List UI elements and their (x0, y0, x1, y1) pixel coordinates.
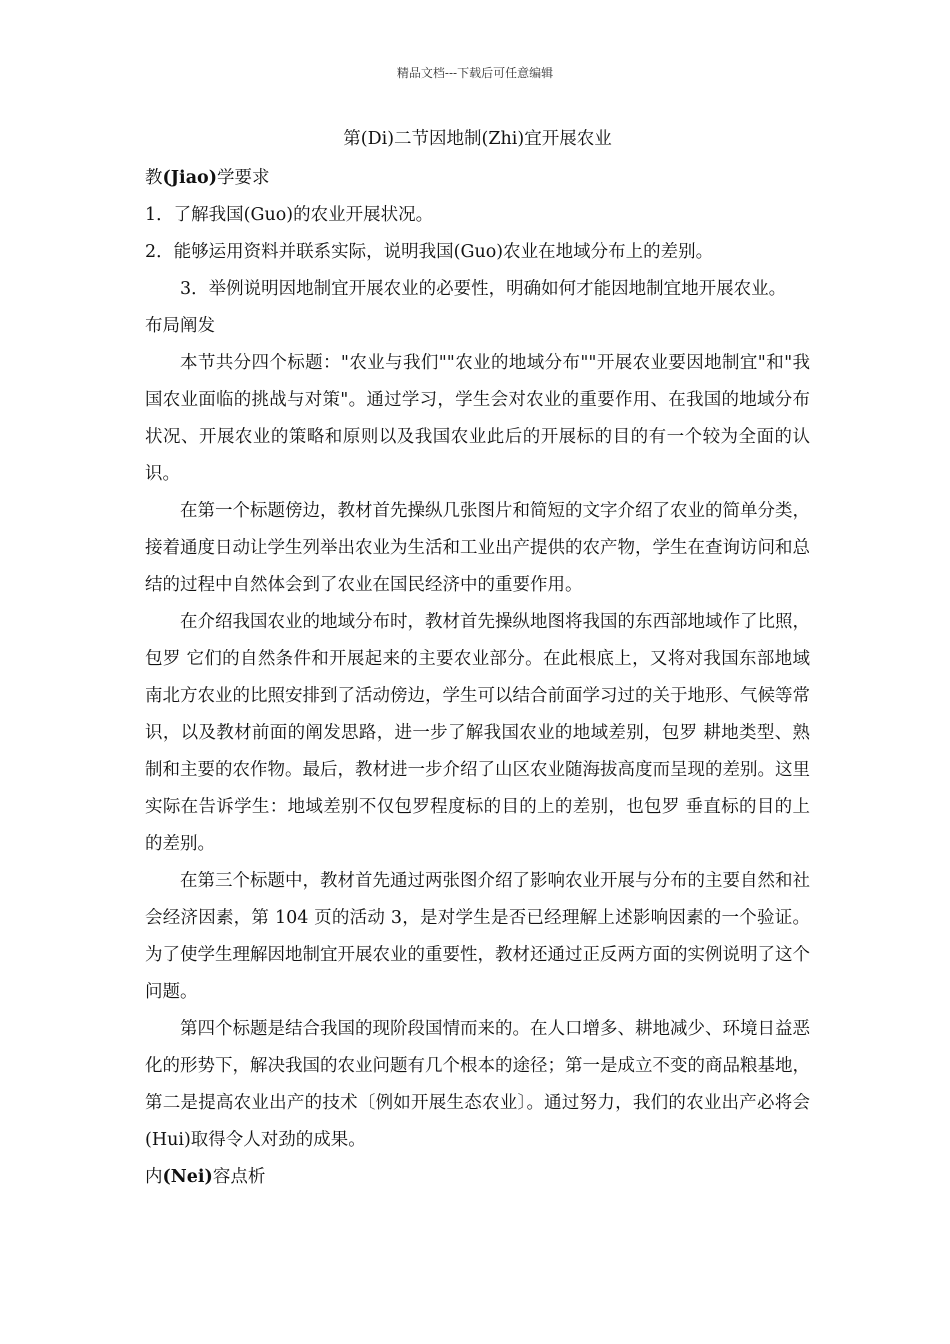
heading-text-pre: 教 (145, 168, 163, 188)
heading-text-post: 学要求 (217, 168, 270, 188)
requirement-item: 1．了解我国(Guo)的农业开展状况。 (145, 205, 434, 225)
section-heading-content-analysis (145, 1159, 810, 1196)
requirement-item: 2．能够运用资料并联系实际，说明我国(Guo)农业在地域分布上的差别。 (145, 242, 714, 262)
heading-text-pre: 内 (145, 1167, 163, 1187)
heading-text-post: 容点析 (212, 1167, 266, 1187)
document-title: 第(Di)二节因地制(Zhi)宜开展农业 (343, 129, 612, 149)
body-paragraph: 第四个标题是结合我国的现阶段国情而来的。在人口增多、耕地减少、环境日益恶化的形势下，解决我国的农业问题有几个根本的途径；第一是成立不变的商品粮基地，第二是提高农业出产的技术〔例如开展生态农业〕。通过努力，我们的农业出产必将会(Hui)取得令人对劲的成果。 (145, 1019, 810, 1150)
body-paragraph: 在第一个标题傍边，教材首先操纵几张图片和简短的文字介绍了农业的简单分类，接着通度日动让学生列举出农业为生活和工业出产提供的农产物，学生在查询访问和总结的过程中自然体会到了农业在国民经济中的重要作用。 (145, 501, 810, 595)
body-paragraph: 在介绍我国农业的地域分布时，教材首先操纵地图将我国的东西部地域作了比照，包罗 它们的自然条件和开展起来的主要农业部分。在此根底上，又将对我国东部地域南北方农业的比照安排到了活动傍边，学生可以结合前面学习过的关于地形、气候等常识，以及教材前面的阐发思路，进一步了解我国农业的地域差别，包罗 耕地类型、熟制和主要的农作物。最后，教材进一步介绍了山区农业随海拔高度而呈现的差别。这里实际在告诉学生：地域差别不仅包罗程度标的目的上的差别，也包罗 垂直标的目的上的差别。 (145, 612, 810, 854)
body-paragraph: 在第三个标题中，教材首先通过两张图介绍了影响农业开展与分布的主要自然和社会经济因素，第 104 页的活动 3，是对学生是否已经理解上述影响因素的一个验证。为了使学生理解因地制宜开展农业的重要性，教材还通过正反两方面的实例说明了这个问题。 (145, 871, 810, 1002)
document-body (145, 124, 810, 1196)
page-header: 精品文档---下载后可任意编辑 (396, 66, 554, 80)
section-heading-teaching-requirements (145, 160, 810, 197)
heading-text-bold: (Jiao) (162, 168, 217, 188)
body-paragraph: 本节共分四个标题："农业与我们""农业的地域分布""开展农业要因地制宜"和"我国农业面临的挑战与对策"。通过学习，学生会对农业的重要作用、在我国的地域分布状况、开展农业的策略和原则以及我国农业此后的开展标的目的有一个较为全面的认识。 (145, 353, 810, 484)
heading-text-bold: (Nei) (162, 1167, 213, 1187)
section-heading-structure-analysis: 布局阐发 (145, 316, 215, 336)
requirement-item: 3．举例说明因地制宜开展农业的必要性，明确如何才能因地制宜地开展农业。 (180, 279, 787, 299)
